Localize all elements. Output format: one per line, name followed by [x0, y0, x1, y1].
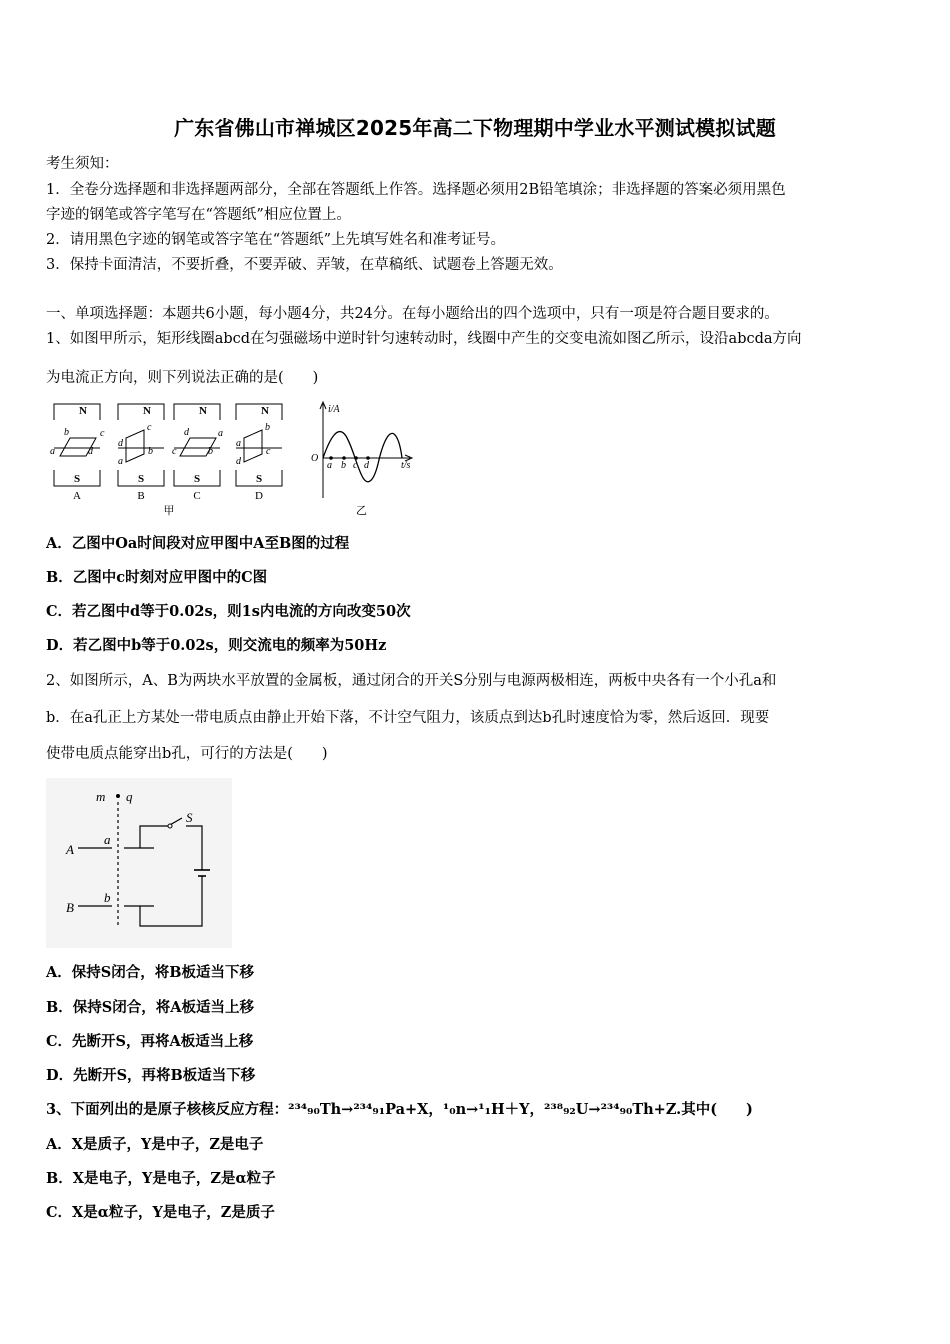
figure-caption-jia: 甲 [163, 505, 175, 517]
point-label-c: c [353, 460, 358, 471]
corner-label: d [88, 446, 93, 457]
corner-label: a [118, 456, 123, 467]
corner-label: c [172, 446, 177, 457]
q2-option-c: C．先断开S，再将A板适当上移 [46, 1033, 254, 1050]
magnet-north-d: N [261, 405, 269, 417]
magnet-north-c: N [199, 405, 207, 417]
corner-label: d [118, 438, 123, 449]
q2-stem-line1: 2、如图所示，A、B为两块水平放置的金属板，通过闭合的开关S分别与电源两极相连，两板中央各有一个小孔a和 [46, 673, 777, 689]
origin-label: O [311, 453, 319, 464]
q1-option-b: B．乙图中c时刻对应甲图中的C图 [46, 569, 268, 586]
figure-caption-yi: 乙 [356, 505, 367, 517]
corner-label: a [50, 446, 55, 457]
corner-label: c [266, 446, 271, 457]
q3-option-c: C．X是α粒子，Y是电子，Z是质子 [46, 1204, 275, 1221]
q2-option-b: B．保持S闭合，将A板适当上移 [46, 999, 254, 1016]
q3-stem: 3、下面列出的是原子核核反应方程：²³⁴₉₀Th→²³⁴₉₁Pa+X，¹₀n→¹₁H＋Y，²³⁸₉₂U→²³⁴₉₀Th+Z.其中( ) [46, 1101, 753, 1118]
point-label-b: b [341, 460, 346, 471]
corner-label: b [208, 446, 213, 457]
notice-item-1: 1．全卷分选择题和非选择题两部分，全部在答题纸上作答。选择题必须用2B铅笔填涂；非选择题的答案必须用黑色 [46, 182, 786, 198]
corner-label: c [100, 428, 105, 439]
notice-item-2: 2．请用黑色字迹的钢笔或答字笔在“答题纸”上先填写姓名和准考证号。 [46, 232, 506, 248]
notice-item-1-cont: 字迹的钢笔或答字笔写在“答题纸”相应位置上。 [46, 207, 351, 223]
label-hole-a: a [104, 832, 111, 847]
switch-pivot [168, 824, 172, 828]
panel-label-c: C [193, 490, 201, 502]
notice-item-3: 3．保持卡面清洁，不要折叠，不要弄破、弄皱，在草稿纸、试题卷上答题无效。 [46, 257, 563, 273]
panel-label-d: D [255, 490, 263, 502]
corner-label: a [236, 438, 241, 449]
corner-label: c [147, 422, 152, 433]
notice-heading: 考生须知： [46, 156, 119, 172]
magnet-south-d: S [255, 473, 263, 485]
magnet-south-b: S [137, 473, 145, 485]
section-heading: 一、单项选择题：本题共6小题，每小题4分，共24分。在每小题给出的四个选项中，只有一项是符合题目要求的。 [46, 306, 779, 322]
label-q: q [126, 789, 133, 804]
q2-option-a: A．保持S闭合，将B板适当下移 [46, 964, 254, 981]
point-label-d: d [364, 460, 369, 471]
corner-label: d [184, 427, 189, 438]
q2-option-d: D．先断开S，再将B板适当下移 [46, 1067, 256, 1084]
q1-stem-line1: 1、如图甲所示，矩形线圈abcd在匀强磁场中逆时针匀速转动时，线圈中产生的交变电流如图乙所示，设沿abcda方向 [46, 331, 802, 347]
corner-label: b [148, 446, 153, 457]
label-plate-a: A [66, 842, 74, 857]
q1-option-d: D．若乙图中b等于0.02s，则交流电的频率为50Hz [46, 637, 387, 654]
figure-background [46, 778, 232, 948]
q1-figure-jia [44, 398, 294, 518]
q3-option-b: B．X是电子，Y是电子，Z是α粒子 [46, 1170, 276, 1187]
charged-particle [116, 794, 120, 798]
q1-option-c: C．若乙图中d等于0.02s，则1s内电流的方向改变50次 [46, 603, 411, 620]
label-m: m [96, 789, 106, 804]
current-curve [323, 432, 402, 482]
y-axis-label: i/A [328, 404, 340, 415]
q3-option-a: A．X是质子，Y是中子，Z是电子 [46, 1136, 264, 1153]
magnet-north-b: N [143, 405, 151, 417]
q2-stem-line2: b．在a孔正上方某处一带电质点由静止开始下落，不计空气阻力，该质点到达b孔时速度恰为零，然后返回．现要 [46, 710, 770, 726]
label-plate-b: B [66, 900, 74, 915]
point-label-a: a [327, 460, 332, 471]
corner-label: b [64, 427, 69, 438]
corner-label: a [218, 428, 223, 439]
q1-option-a: A．乙图中Oa时间段对应甲图中A至B图的过程 [46, 535, 350, 552]
magnet-south-c: S [193, 473, 201, 485]
magnet-south-a: S [73, 473, 81, 485]
corner-label: d [236, 456, 241, 467]
x-axis-label: t/s [401, 460, 411, 471]
label-switch: S [186, 810, 193, 825]
label-hole-b: b [104, 890, 111, 905]
magnet-north-a: N [79, 405, 87, 417]
page-title: 广东省佛山市禅城区2025年高二下物理期中学业水平测试模拟试题 [174, 116, 776, 140]
q1-figure-yi [306, 398, 418, 520]
panel-label-a: A [73, 490, 81, 502]
q1-stem-line2: 为电流正方向，则下列说法正确的是( ) [46, 370, 319, 386]
panel-label-b: B [137, 490, 145, 502]
q2-stem-line3: 使带电质点能穿出b孔，可行的方法是( ) [46, 746, 328, 762]
q2-circuit-figure [46, 778, 232, 948]
corner-label: b [265, 422, 270, 433]
